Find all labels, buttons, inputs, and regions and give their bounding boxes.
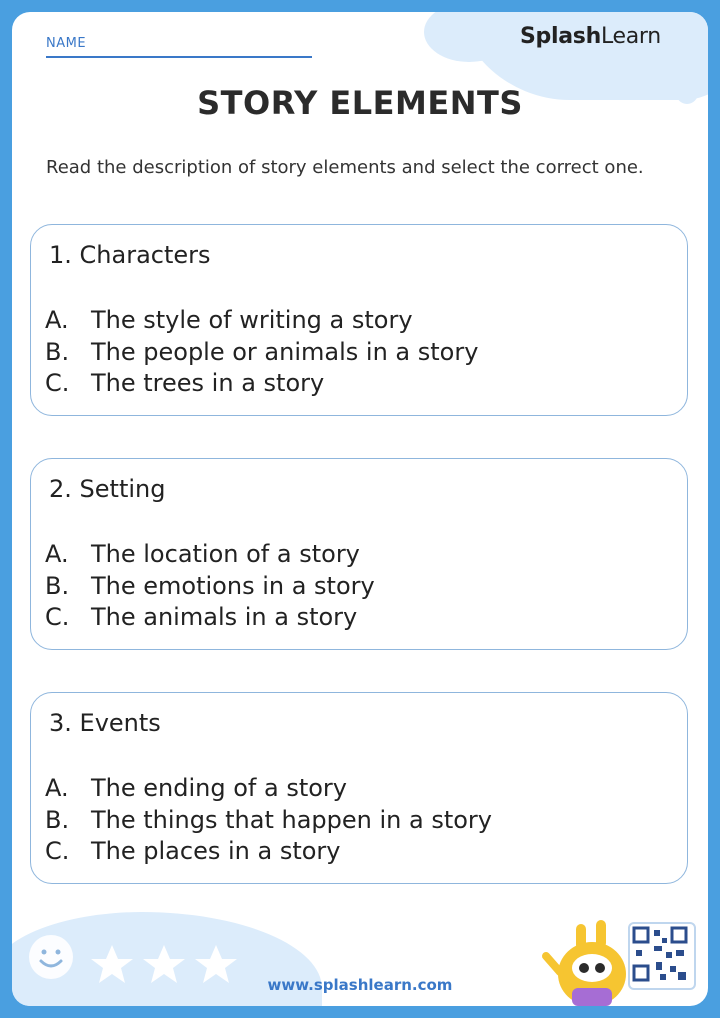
option-letter: B. xyxy=(45,805,70,834)
name-line xyxy=(46,56,312,58)
option-letter: C. xyxy=(45,603,70,631)
option-text: The emotions in a story xyxy=(91,571,375,600)
option-c[interactable] xyxy=(45,836,492,868)
option-list xyxy=(45,539,375,634)
option-letter: B. xyxy=(45,337,70,366)
option-text: The style of writing a story xyxy=(91,306,413,334)
name-label: NAME xyxy=(46,36,87,51)
question-card xyxy=(30,692,688,884)
option-a[interactable] xyxy=(45,773,492,805)
instructions: Read the description of story elements and select the correct one. xyxy=(46,157,644,178)
brand-logo-bold: Splash xyxy=(520,24,601,49)
option-b[interactable] xyxy=(45,805,492,837)
qr-code-icon xyxy=(628,922,696,990)
option-letter: C. xyxy=(45,369,70,397)
option-letter: A. xyxy=(45,540,69,568)
option-letter: A. xyxy=(45,306,69,334)
worksheet xyxy=(12,12,708,1006)
option-a[interactable] xyxy=(45,539,375,571)
page-title: STORY ELEMENTS xyxy=(197,84,523,122)
question-title: 1. Characters xyxy=(49,241,211,269)
option-letter: C. xyxy=(45,837,70,865)
option-text: The people or animals in a story xyxy=(91,337,479,366)
option-letter: B. xyxy=(45,571,70,600)
option-list xyxy=(45,305,478,400)
option-list xyxy=(45,773,492,868)
option-text: The places in a story xyxy=(91,837,341,865)
option-text: The trees in a story xyxy=(91,369,325,397)
option-letter: A. xyxy=(45,774,69,802)
option-text: The ending of a story xyxy=(91,774,347,802)
option-text: The things that happen in a story xyxy=(91,805,493,834)
option-b[interactable] xyxy=(45,571,375,603)
question-title: 2. Setting xyxy=(49,475,166,503)
question-card xyxy=(30,458,688,650)
option-a[interactable] xyxy=(45,305,478,337)
option-b[interactable] xyxy=(45,337,478,369)
brand-logo-regular: Learn xyxy=(600,24,661,49)
question-card xyxy=(30,224,688,416)
decor-dot xyxy=(452,34,462,44)
footer-url[interactable]: www.splashlearn.com xyxy=(267,976,453,994)
option-c[interactable] xyxy=(45,368,478,400)
brand-logo xyxy=(520,24,661,49)
mascot-icon xyxy=(532,916,642,1006)
smiley-icon xyxy=(26,932,76,982)
option-c[interactable] xyxy=(45,602,375,634)
option-text: The location of a story xyxy=(91,540,360,568)
question-title: 3. Events xyxy=(49,709,161,737)
option-text: The animals in a story xyxy=(91,603,358,631)
